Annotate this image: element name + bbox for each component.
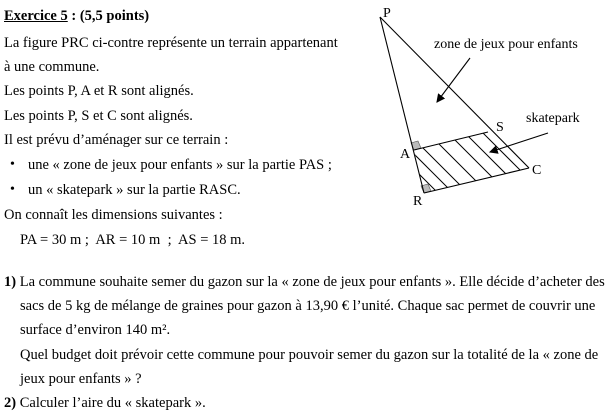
intro-line: Il est prévu d’aménager sur ce terrain : — [4, 132, 229, 148]
question-number: 1) — [4, 274, 17, 290]
point-a-label: A — [400, 147, 411, 162]
intro-line: La figure PRC ci-contre représente un terrain appartenant — [4, 35, 338, 51]
question-line: jeux pour enfants » ? — [20, 371, 142, 387]
dimensions-intro: On connaît les dimensions suivantes : — [4, 207, 223, 223]
intro-line: Les points P, A et R sont alignés. — [4, 83, 194, 99]
question-line: sacs de 5 kg de mélange de graines pour gazon à 13,90 € l’unité. Chaque sac permet de couvrir une — [20, 298, 596, 314]
skatepark-label: skatepark — [526, 111, 580, 126]
exercise-points: : (5,5 points) — [67, 8, 150, 24]
skatepark-arrow-icon — [490, 133, 548, 152]
question-1 — [4, 274, 605, 291]
zone-label: zone de jeux pour enfants — [434, 37, 578, 52]
point-c-label: C — [532, 163, 542, 178]
segment-rc — [424, 168, 529, 193]
bullet-item: un « skatepark » sur la partie RASC. — [28, 182, 241, 198]
dimensions: PA = 30 m ; AR = 10 m ; AS = 18 m. — [20, 232, 246, 248]
intro-line: à une commune. — [4, 59, 100, 75]
question-line: surface d’environ 140 m². — [20, 322, 171, 338]
point-s-label: S — [496, 120, 504, 135]
point-p-label: P — [383, 6, 391, 21]
bullet-icon: • — [10, 157, 15, 172]
exercise-number: Exercice 5 — [4, 8, 68, 24]
bullet-icon: • — [10, 182, 15, 197]
question-line: Quel budget doit prévoir cette commune pour pouvoir semer du gazon sur la totalité de la « zone de — [20, 347, 599, 363]
segment-as — [414, 132, 488, 150]
point-r-label: R — [413, 194, 423, 209]
segment-pr — [380, 17, 424, 193]
bullet-item: une « zone de jeux pour enfants » sur la partie PAS ; — [28, 157, 332, 173]
question-number: 2) — [4, 395, 17, 411]
intro-line: Les points P, S et C sont alignés. — [4, 108, 193, 124]
question-line: Calculer l’aire du « skatepark ». — [19, 395, 206, 411]
question-2 — [4, 395, 206, 412]
question-line: La commune souhaite semer du gazon sur la « zone de jeux pour enfants ». Elle décide d’acheter des — [19, 274, 605, 290]
